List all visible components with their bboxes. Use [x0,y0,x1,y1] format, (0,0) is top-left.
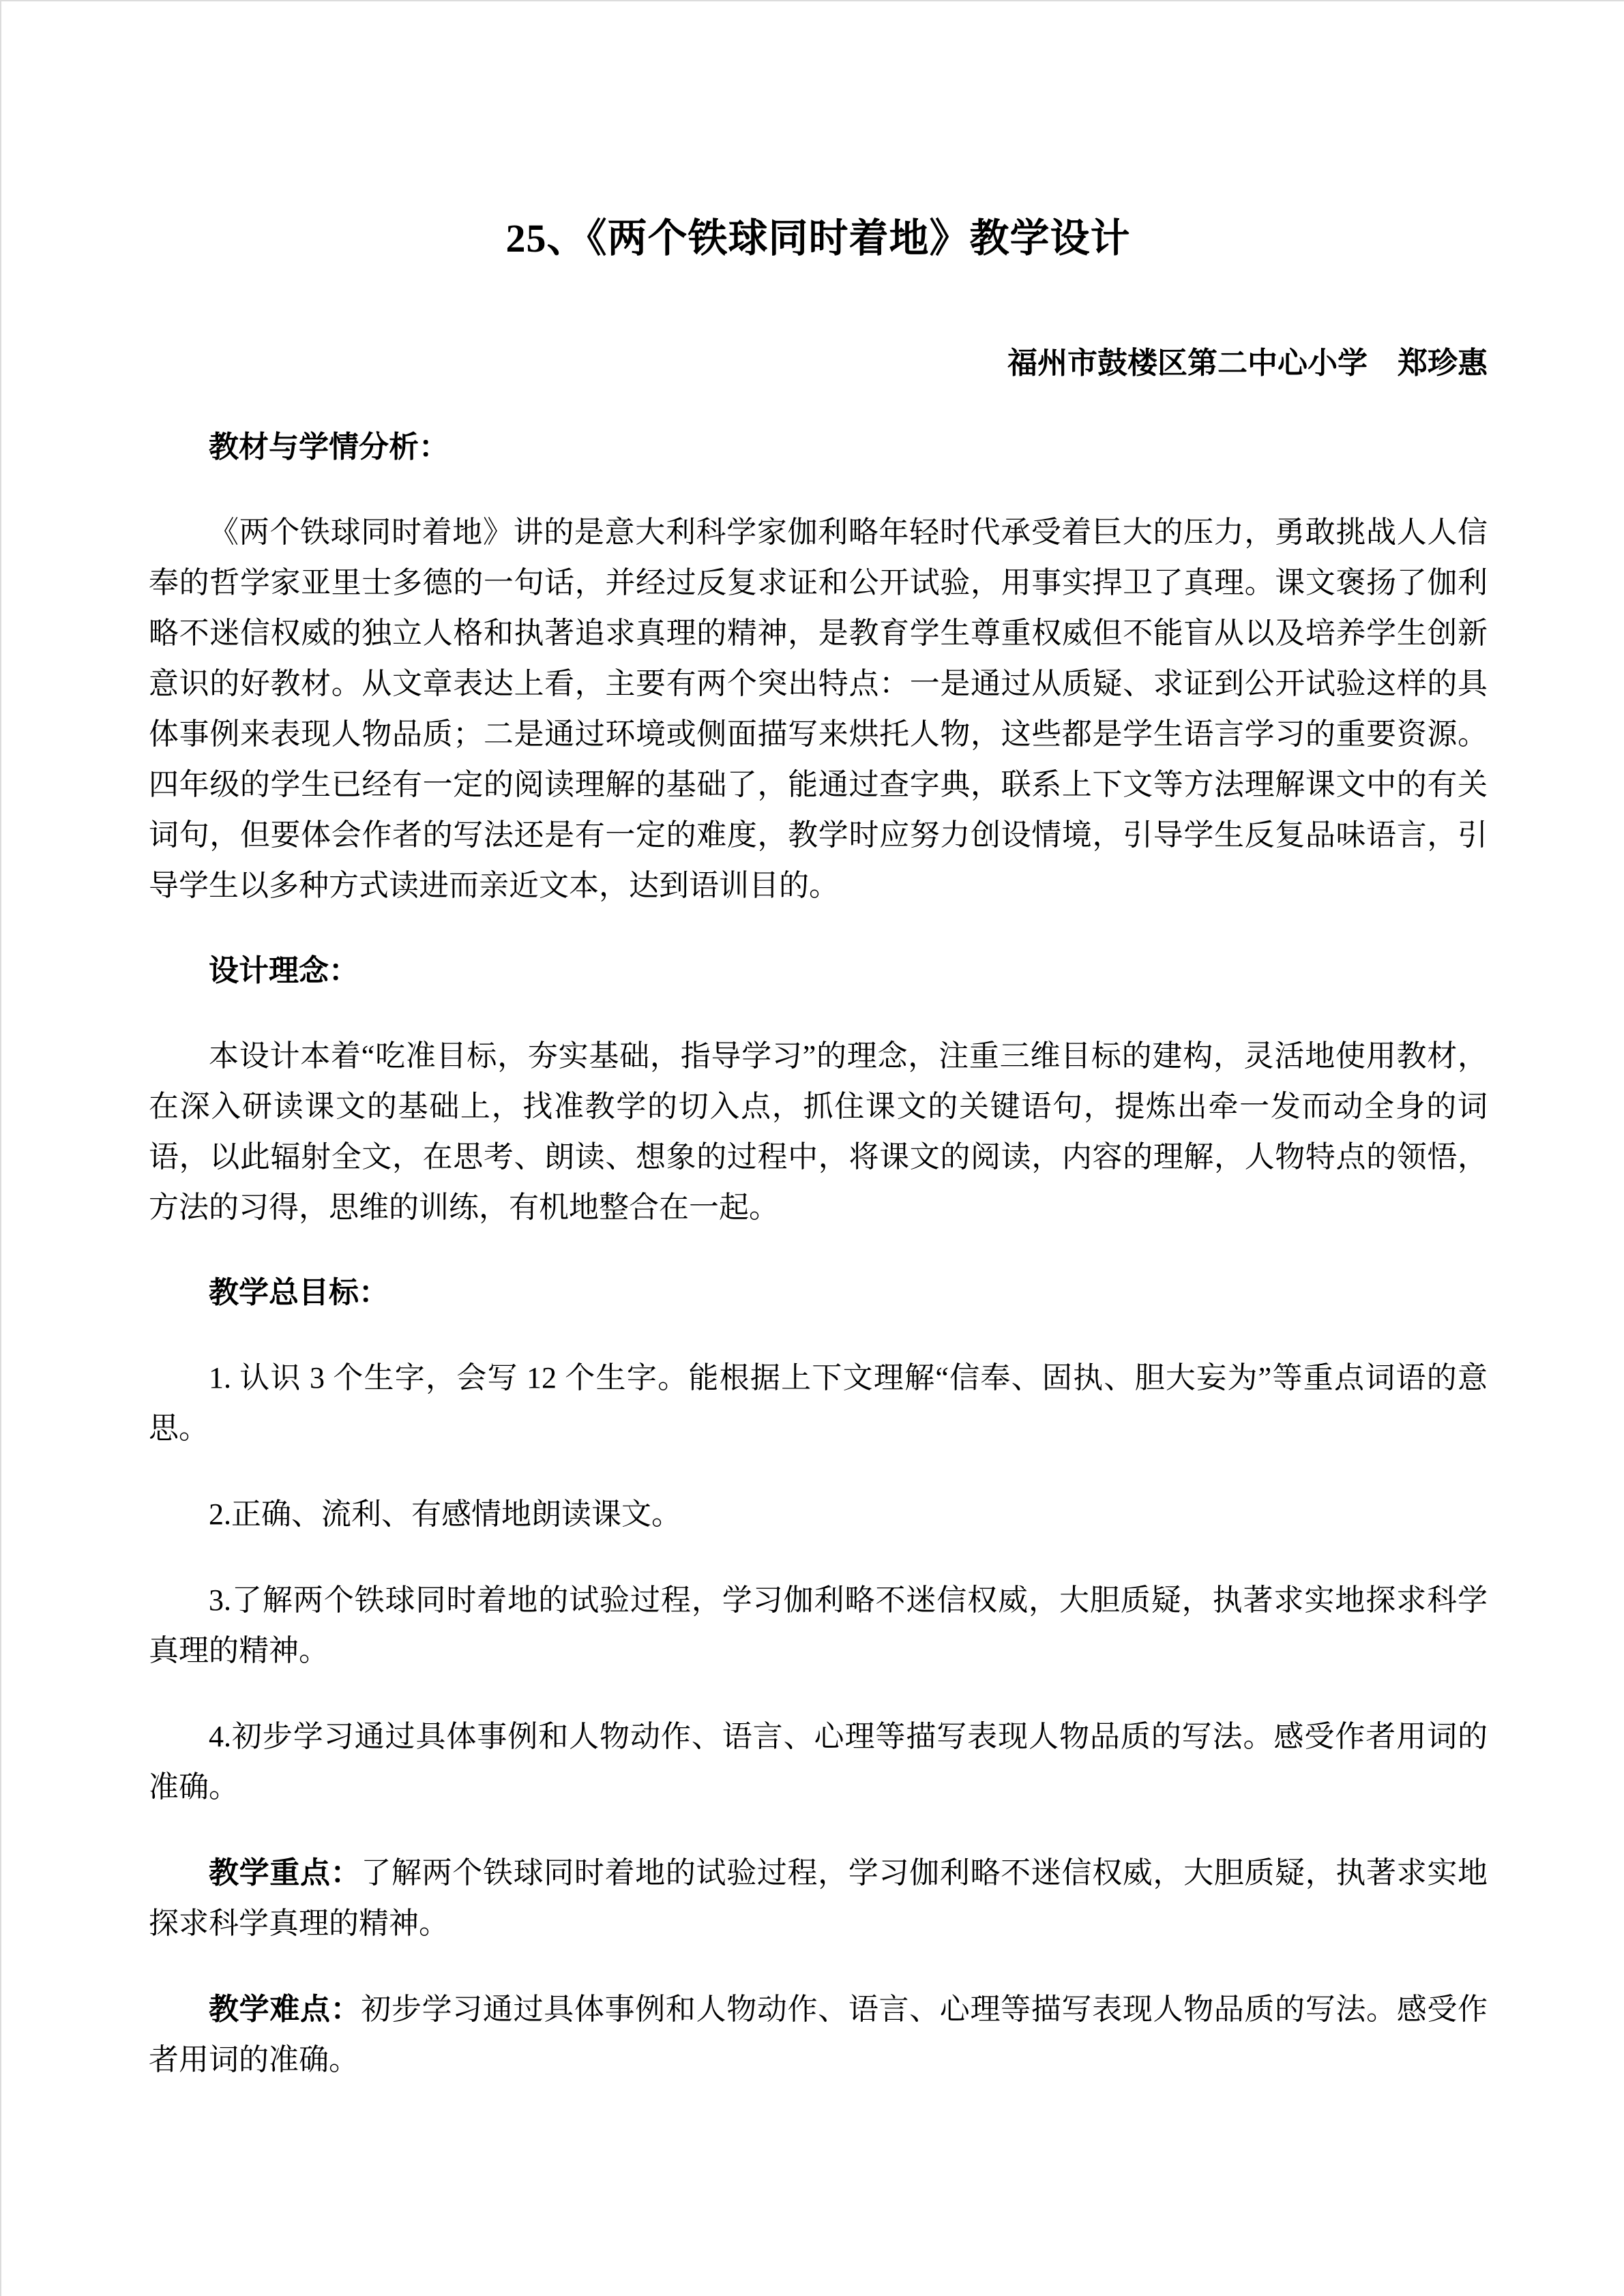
teaching-difficult-points-paragraph [149,1984,1488,2085]
teaching-difficult-points-label: 教学难点： [209,1993,361,2026]
goal-item-3: 3.了解两个铁球同时着地的试验过程，学习伽利略不迷信权威，大胆质疑，执著求实地探求科学真理的精神。 [149,1583,1488,1667]
section-heading-analysis: 教材与学情分析： [209,430,449,464]
section-heading-design-concept: 设计理念： [209,954,359,987]
paragraph-design-concept: 本设计本着“吃准目标，夯实基础，指导学习”的理念，注重三维目标的建构，灵活地使用教材，在深入研读课文的基础上，找准教学的切入点，抓住课文的关键语句，提炼出牵一发而动全身的词语，以此辐射全文，在思考、朗读、想象的过程中，将课文的阅读，内容的理解，人物特点的领悟，方法的习得，思维的训练，有机地整合在一起。 [149,1039,1488,1224]
paragraph-analysis: 《两个铁球同时着地》讲的是意大利科学家伽利略年轻时代承受着巨大的压力，勇敢挑战人人信奉的哲学家亚里士多德的一句话，并经过反复求证和公开试验，用事实捍卫了真理。课文褒扬了伽利略不迷信权威的独立人格和执著追求真理的精神，是教育学生尊重权威但不能盲从以及培养学生创新意识的好教材。从文章表达上看，主要有两个突出特点：一是通过从质疑、求证到公开试验这样的具体事例来表现人物品质；二是通过环境或侧面描写来烘托人物，这些都是学生语言学习的重要资源。四年级的学生已经有一定的阅读理解的基础了，能通过查字典，联系上下文等方法理解课文中的有关词句，但要体会作者的写法还是有一定的难度，教学时应努力创设情境，引导学生反复品味语言，引导学生以多种方式读进而亲近文本，达到语训目的。 [149,516,1488,902]
document-title: 25、《两个铁球同时着地》教学设计 [505,216,1131,260]
section-heading-teaching-goals: 教学总目标： [209,1276,389,1309]
goal-item-2: 2.正确、流利、有感情地朗读课文。 [209,1497,681,1531]
goal-item-1: 1. 认识 3 个生字，会写 12 个生字。能根据上下文理解“信奉、固执、胆大妄为”等重点词语的意思。 [149,1361,1488,1445]
teaching-key-points-paragraph [149,1848,1488,1949]
teaching-difficult-points-text: 初步学习通过具体事例和人物动作、语言、心理等描写表现人物品质的写法。感受作者用词的准确。 [149,1993,1488,2076]
author-line: 福州市鼓楼区第二中心小学 郑珍惠 [1007,346,1488,380]
goal-item-4: 4.初步学习通过具体事例和人物动作、语言、心理等描写表现人物品质的写法。感受作者用词的准确。 [149,1720,1488,1804]
teaching-key-points-text: 了解两个铁球同时着地的试验过程，学习伽利略不迷信权威，大胆质疑，执著求实地探求科学真理的精神。 [149,1856,1488,1940]
teaching-key-points-label: 教学重点： [209,1856,361,1890]
